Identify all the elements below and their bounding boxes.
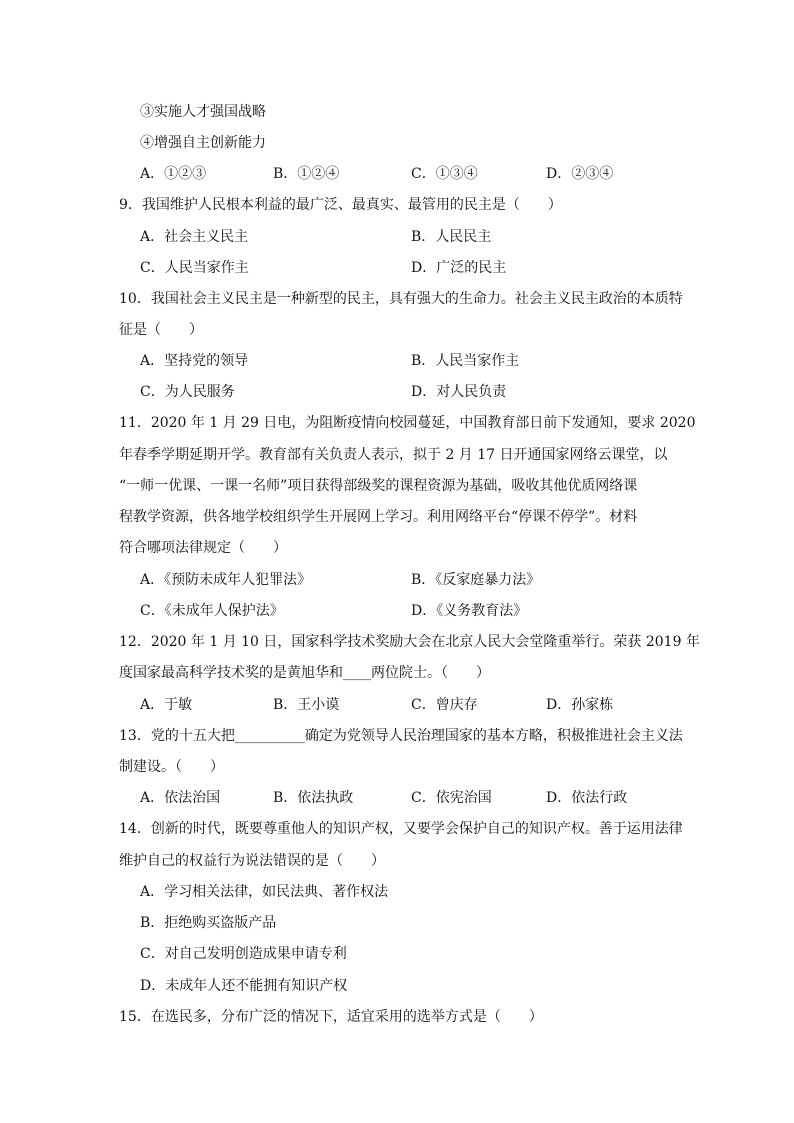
q9-option-b[interactable]: B．人民民主 (411, 229, 492, 245)
q8-item-3: ③实施人才强国战略 (140, 104, 266, 120)
q8-option-d[interactable]: D．②③④ (546, 166, 614, 182)
q11-option-d[interactable]: D．《义务教育法》 (411, 603, 528, 619)
q12-stem-line-2: 度国家最高科学技术奖的是黄旭华和____两位院士。（ ） (119, 665, 490, 681)
q10-stem-line-2: 征是（ ） (119, 322, 203, 338)
q11-stem-line-1: 11．2020 年 1 月 29 日电，为阻断疫情向校园蔓延，中国教育部日前下发通知，要求 2020 (119, 415, 696, 431)
q8-item-4: ④增强自主创新能力 (140, 135, 266, 151)
q12-option-a[interactable]: A．于敏 (140, 697, 193, 713)
q12-option-b[interactable]: B．王小谟 (273, 697, 340, 713)
q11-option-c[interactable]: C．《未成年人保护法》 (140, 603, 284, 619)
q11-option-a[interactable]: A．《预防未成年人犯罪法》 (140, 572, 312, 588)
q8-option-b[interactable]: B．①②④ (273, 166, 340, 182)
q13-option-b[interactable]: B．依法执政 (273, 790, 354, 806)
q9-stem: 9．我国维护人民根本利益的最广泛、最真实、最管用的民主是（ ） (119, 197, 562, 213)
q13-option-a[interactable]: A．依法治国 (140, 790, 221, 806)
q8-option-c[interactable]: C．①③④ (411, 166, 478, 182)
q14-stem-line-2: 维护自己的权益行为说法错误的是（ ） (119, 853, 385, 869)
q14-stem-line-1: 14．创新的时代，既要尊重他人的知识产权，又要学会保护自己的知识产权。善于运用法律 (119, 821, 683, 837)
q14-option-a[interactable]: A．学习相关法律，如民法典、著作权法 (140, 884, 389, 900)
q13-stem-line-2: 制建设。（ ） (119, 759, 224, 775)
q10-option-a[interactable]: A．坚持党的领导 (140, 353, 249, 369)
q9-option-d[interactable]: D．广泛的民主 (411, 260, 507, 276)
q11-stem-line-4: 程教学资源，供各地学校组织学生开展网上学习。利用网络平台“停课不停学”。材料 (119, 509, 638, 525)
q10-option-d[interactable]: D．对人民负责 (411, 384, 507, 400)
q8-option-a[interactable]: A．①②③ (140, 166, 207, 182)
q12-option-d[interactable]: D．孙家栋 (546, 697, 614, 713)
q9-option-a[interactable]: A．社会主义民主 (140, 229, 249, 245)
q14-option-b[interactable]: B．拒绝购买盗版产品 (140, 915, 277, 931)
q9-option-c[interactable]: C．人民当家作主 (140, 260, 249, 276)
q13-option-d[interactable]: D．依法行政 (546, 790, 628, 806)
q11-stem-line-5: 符合哪项法律规定（ ） (119, 540, 287, 556)
q12-option-c[interactable]: C．曾庆存 (411, 697, 478, 713)
q12-stem-line-1: 12．2020 年 1 月 10 日，国家科学技术奖励大会在北京人民大会堂隆重举行。荣获 2019 年 (119, 634, 700, 650)
q11-stem-line-3: “一师一优课、一课一名师”项目获得部级奖的课程资源为基础，吸收其他优质网络课 (119, 478, 638, 494)
q14-option-d[interactable]: D．未成年人还不能拥有知识产权 (140, 978, 348, 994)
q10-option-b[interactable]: B．人民当家作主 (411, 353, 520, 369)
q14-option-c[interactable]: C．对自己发明创造成果申请专利 (140, 946, 347, 962)
q10-option-c[interactable]: C．为人民服务 (140, 384, 235, 400)
q11-stem-line-2: 年春季学期延期开学。教育部有关负责人表示，拟于 2 月 17 日开通国家网络云课堂，以 (119, 447, 668, 463)
q11-option-b[interactable]: B．《反家庭暴力法》 (411, 572, 541, 588)
q13-option-c[interactable]: C．依宪治国 (411, 790, 492, 806)
q13-stem-line-1: 13．党的十五大把__________确定为党领导人民治理国家的基本方略，积极推进社会主义法 (119, 728, 683, 744)
q15-stem: 15．在选民多，分布广泛的情况下，适宜采用的选举方式是（ ） (119, 1009, 543, 1025)
q10-stem-line-1: 10．我国社会主义民主是一种新型的民主，具有强大的生命力。社会主义民主政治的本质特 (119, 291, 683, 307)
